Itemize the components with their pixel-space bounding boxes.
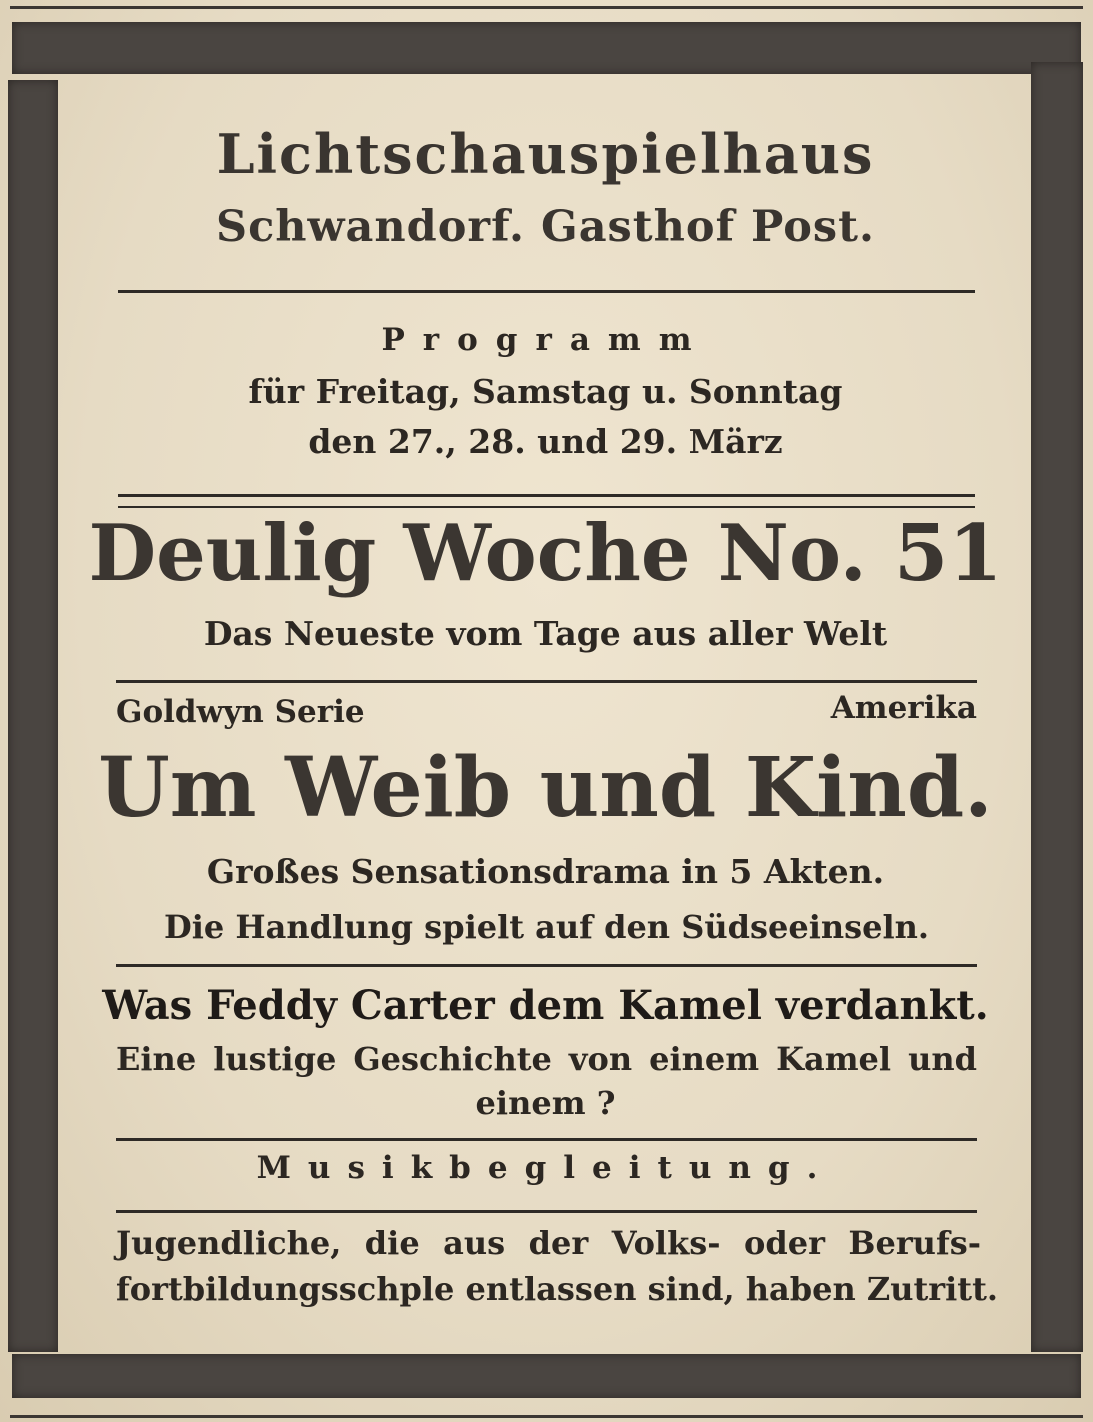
border-left — [8, 80, 58, 1352]
program-heading: Programm — [381, 322, 710, 358]
cinema-title: Lichtschauspielhaus — [216, 122, 875, 186]
music-note: Musikbegleitung. — [256, 1150, 835, 1186]
feature-title: Um Weib und Kind. — [98, 740, 993, 836]
youth-note-line-1: Jugendliche, die aus der Volks- oder Berufs- — [116, 1224, 981, 1262]
border-bottom — [12, 1354, 1081, 1398]
feature-genre: Großes Sensationsdrama in 5 Akten. — [206, 852, 885, 891]
cinema-location: Schwandorf. Gasthof Post. — [216, 202, 875, 252]
program-days: für Freitag, Samstag u. Sonntag — [248, 372, 843, 411]
divider-2 — [118, 494, 975, 497]
comedy-title: Was Feddy Carter dem Kamel verdankt. — [102, 982, 989, 1029]
divider-3 — [116, 680, 977, 683]
divider-1 — [118, 290, 975, 293]
border-right — [1031, 62, 1083, 1352]
comedy-description-end: einem ? — [475, 1084, 616, 1122]
divider-5 — [116, 1138, 977, 1141]
top-hairline — [10, 6, 1083, 9]
program-dates: den 27., 28. und 29. März — [308, 422, 783, 461]
country-label: Amerika — [830, 690, 977, 726]
divider-6 — [116, 1210, 977, 1213]
comedy-description: Eine lustige Geschichte von einem Kamel und — [116, 1040, 977, 1078]
newsreel-title: Deulig Woche No. 51 — [88, 508, 1003, 599]
feature-setting: Die Handlung spielt auf den Südseeinseln. — [163, 908, 930, 946]
border-top — [12, 22, 1081, 74]
bottom-hairline — [10, 1415, 1083, 1418]
newsreel-subtitle: Das Neueste vom Tage aus aller Welt — [203, 614, 888, 653]
youth-note-line-2: fortbildungsschple entlassen sind, haben Zutritt. — [116, 1270, 998, 1308]
series-label: Goldwyn Serie — [116, 694, 365, 730]
divider-4 — [116, 964, 977, 967]
